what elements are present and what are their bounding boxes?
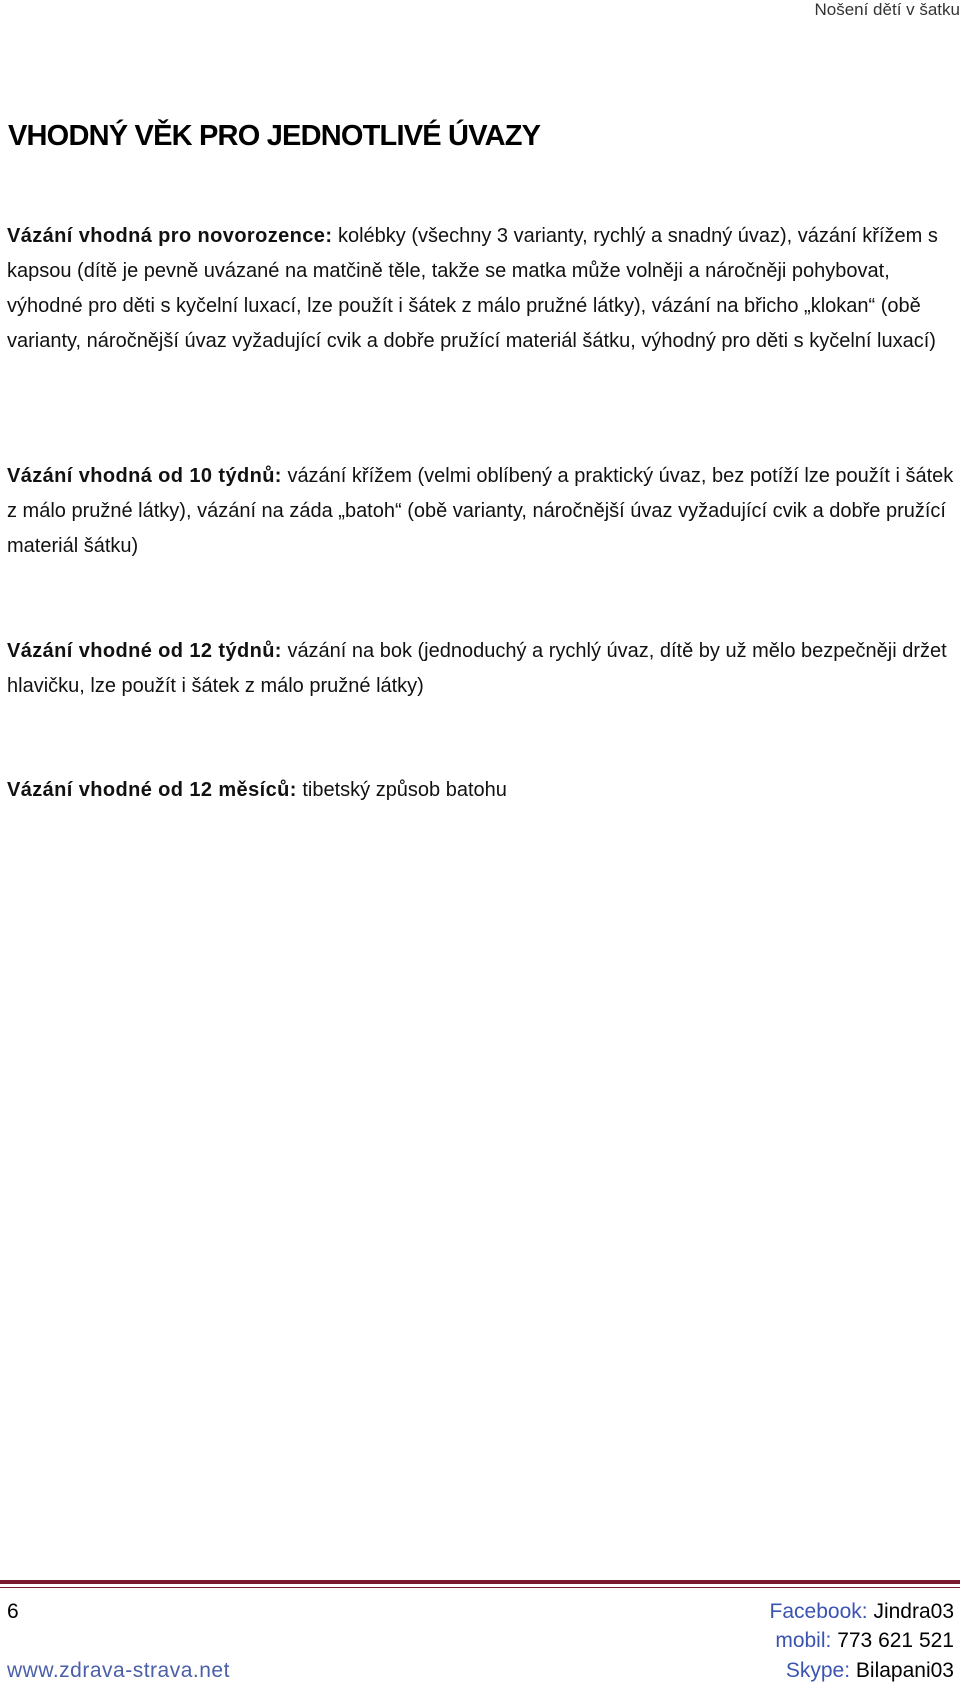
running-header: Nošení dětí v šatku xyxy=(814,0,960,19)
footer-divider-thin xyxy=(0,1587,960,1588)
mobile-label: mobil: xyxy=(775,1629,832,1652)
section-lead: Vázání vhodná od 10 týdnů: xyxy=(7,465,282,487)
page-title: VHODNÝ VĚK PRO JEDNOTLIVÉ ÚVAZY xyxy=(8,120,541,152)
section-text: tibetský způsob batohu xyxy=(302,779,507,801)
age-section-10-weeks xyxy=(7,459,959,564)
section-text: vázání křížem (velmi oblíbený a praktický úvaz, bez potíží lze použít i šátek z málo pružné látky), vázání na záda „batoh“ (obě varianty, náročnější úvaz vyžadující cvik a dobře pružící materiál šátku) xyxy=(7,465,954,557)
section-text: vázání na bok (jednoduchý a rychlý úvaz, dítě by už mělo bezpečněji držet hlavičku, lze použít i šátek z málo pružné látky) xyxy=(7,640,947,697)
age-section-newborn xyxy=(7,219,959,359)
age-section-12-months xyxy=(7,773,959,808)
skype-value: Bilapani03 xyxy=(855,1659,954,1682)
skype-contact[interactable] xyxy=(786,1657,954,1685)
facebook-value: Jindra03 xyxy=(873,1600,954,1623)
website-link[interactable]: www.zdrava-strava.net xyxy=(7,1659,230,1682)
age-section-12-weeks xyxy=(7,634,959,704)
skype-label: Skype: xyxy=(785,1659,851,1682)
facebook-contact[interactable] xyxy=(770,1598,954,1626)
page-number: 6 xyxy=(7,1600,19,1623)
section-lead: Vázání vhodná pro novorozence: xyxy=(7,225,333,247)
mobile-value: 773 621 521 xyxy=(837,1629,954,1652)
footer-divider xyxy=(0,1580,960,1584)
mobile-contact xyxy=(775,1627,954,1655)
section-lead: Vázání vhodné od 12 měsíců: xyxy=(7,779,297,801)
facebook-label: Facebook: xyxy=(769,1600,868,1623)
section-lead: Vázání vhodné od 12 týdnů: xyxy=(7,640,282,662)
section-text: kolébky (všechny 3 varianty, rychlý a snadný úvaz), vázání křížem s kapsou (dítě je pevně uvázané na matčině těle, takže se matka může volněji a náročněji pohybovat, výhodné pro děti s kyčelní luxací, lze použít i šátek z málo pružné látky), vázání na břicho „klokan“ (obě varianty, náročnější úvaz vyžadující cvik a dobře pružící materiál šátku, výhodný pro děti s kyčelní luxací) xyxy=(7,225,938,352)
